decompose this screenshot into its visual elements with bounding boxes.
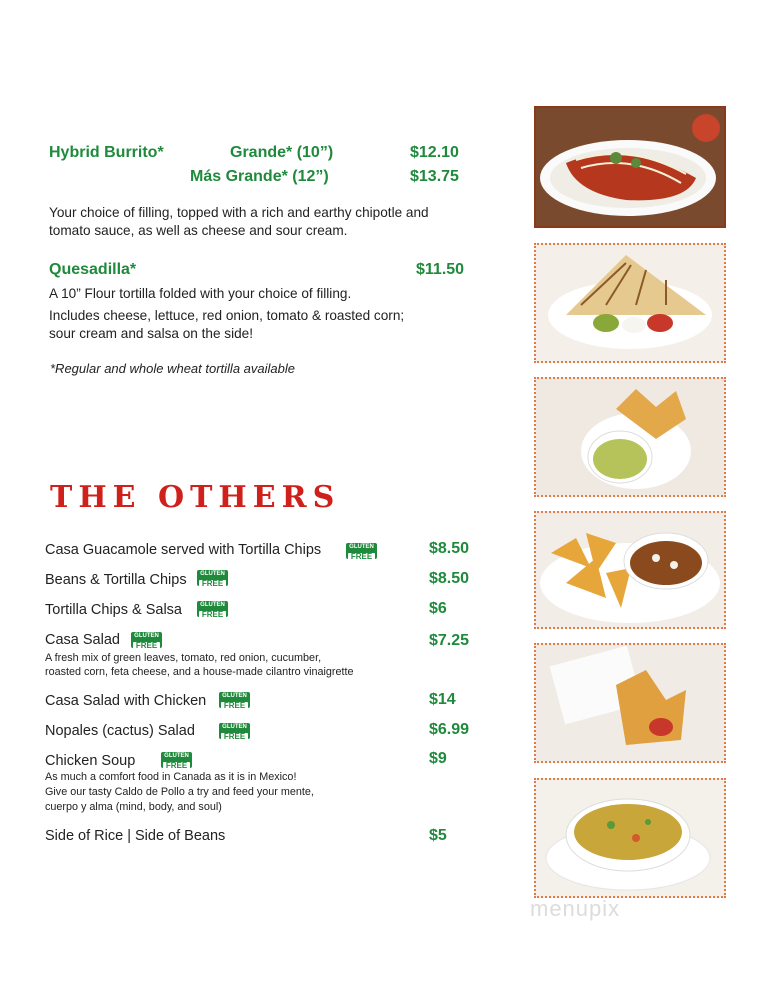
quesadilla-desc-2: Includes cheese, lettuce, red onion, tomato & roasted corn; [49,308,405,323]
quesadilla-photo [534,243,726,363]
item-casa-guacamole: Casa Guacamole served with Tortilla Chips [45,542,322,558]
price-beans-tortilla-chips: $8.50 [429,570,470,587]
casa-salad-desc-2: roasted corn, feta cheese, and a house-made cilantro vinaigrette [45,666,354,678]
chicken-soup-photo [534,778,726,898]
item-casa-salad-chicken: Casa Salad with Chicken [45,693,207,709]
burrito-price-mas-grande: $13.75 [410,168,459,185]
quesadilla-desc-1: A 10” Flour tortilla folded with your choice of filling. [49,286,352,301]
item-chicken-soup: Chicken Soup [45,753,136,769]
watermark: menupix [530,896,621,921]
item-side-rice-beans: Side of Rice | Side of Beans [45,828,226,844]
item-tortilla-chips-salsa: Tortilla Chips & Salsa [45,602,182,618]
item-nopales-salad: Nopales (cactus) Salad [45,723,195,739]
guacamole-photo [534,377,726,497]
item-beans-tortilla-chips: Beans & Tortilla Chips [45,572,187,588]
burrito-size-grande: Grande* (10”) [230,144,334,161]
gluten-free-icon: GLUTEN FREE [197,601,228,617]
quesadilla-desc-3: sour cream and salsa on the side! [49,326,254,341]
gluten-free-icon: GLUTEN FREE [161,752,192,768]
price-chicken-soup: $9 [429,750,447,767]
price-casa-salad-chicken: $14 [429,691,456,708]
burrito-size-mas-grande: Más Grande* (12”) [190,168,329,185]
gluten-free-icon: GLUTEN FREE [197,570,228,586]
section-title-the-others: THE OTHERS [50,480,341,515]
price-nopales-salad: $6.99 [429,721,470,738]
price-casa-guacamole: $8.50 [429,540,470,557]
tortilla-note: *Regular and whole wheat tortilla available [50,361,295,376]
beans-chips-photo [534,511,726,629]
quesadilla-price: $11.50 [416,261,465,278]
gluten-free-icon: GLUTEN FREE [346,543,377,559]
item-casa-salad: Casa Salad [45,632,120,648]
price-tortilla-chips-salsa: $6 [429,600,447,617]
chicken-soup-desc-2: Give our tasty Caldo de Pollo a try and feed your mente, [45,786,314,798]
burrito-description-1: Your choice of filling, topped with a rich and earthy chipotle and [49,205,429,220]
chicken-soup-desc-1: As much a comfort food in Canada as it is in Mexico! [45,771,297,783]
burrito-name: Hybrid Burrito* [49,144,164,161]
burrito-description-2: tomato sauce, as well as cheese and sour cream. [49,223,348,238]
gluten-free-icon: GLUTEN FREE [131,632,162,648]
price-casa-salad: $7.25 [429,632,470,649]
chips-salsa-photo [534,643,726,763]
gluten-free-icon: GLUTEN FREE [219,723,250,739]
gluten-free-icon: GLUTEN FREE [219,692,250,708]
casa-salad-desc-1: A fresh mix of green leaves, tomato, red onion, cucumber, [45,652,322,664]
burrito-photo [534,106,726,228]
price-side-rice-beans: $5 [429,827,447,844]
chicken-soup-desc-3: cuerpo y alma (mind, body, and soul) [45,801,222,813]
quesadilla-name: Quesadilla* [49,261,137,278]
burrito-price-grande: $12.10 [410,144,459,161]
